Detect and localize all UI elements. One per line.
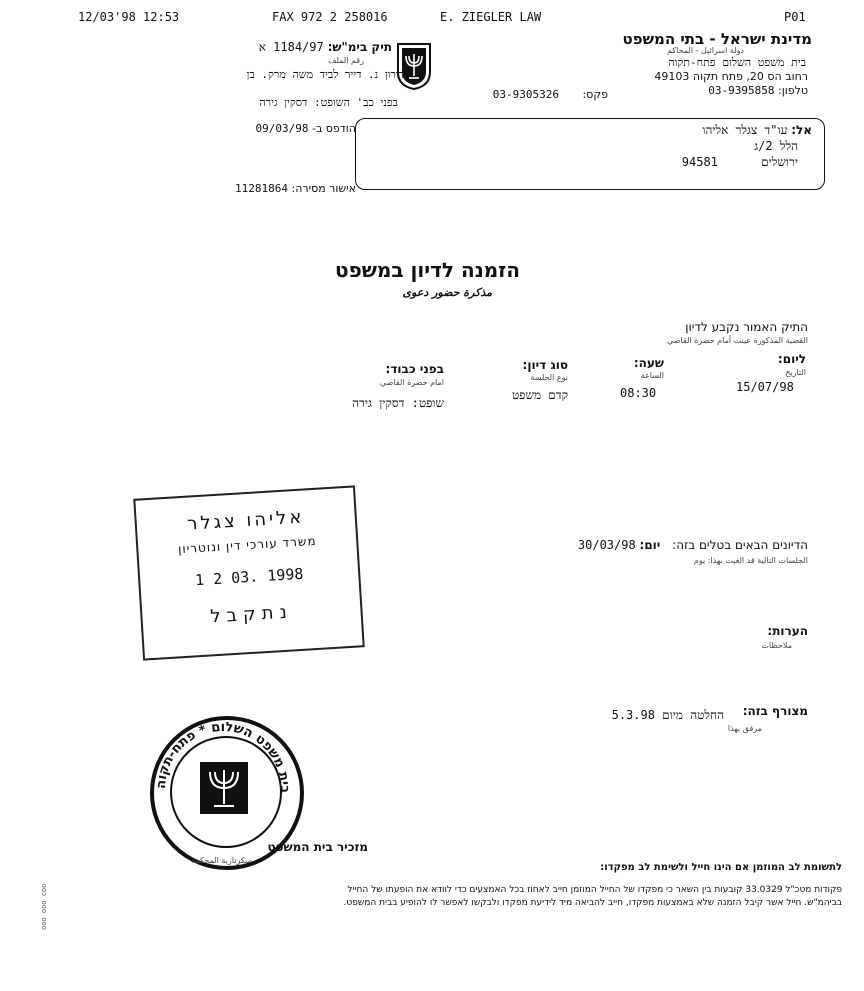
hour-value: 08:30 bbox=[620, 386, 657, 400]
next-hearings-line bbox=[578, 538, 808, 552]
recipient-to-label: אל: bbox=[791, 123, 812, 137]
receipt-line bbox=[235, 182, 356, 195]
next-hearings-note-ar: الجلسات التالية قد الغيت بهذا: يوم bbox=[693, 556, 808, 565]
court-fax-number: 03-9305326 bbox=[492, 88, 559, 101]
secretary-label-ar: سكرتارية المحكمة bbox=[191, 856, 252, 865]
stamp-lawyer-name: אליהו צגלר bbox=[186, 506, 305, 535]
case-label: תיק בימ"ש: bbox=[327, 40, 392, 54]
court-title-ar: دولة اسرائيل - المحاكم bbox=[667, 46, 744, 55]
fax-page: P01 bbox=[784, 10, 806, 24]
court-fax-line bbox=[493, 88, 608, 101]
day-label: ליום: bbox=[777, 352, 806, 366]
case-number: 1184/97 א bbox=[258, 40, 324, 54]
type-label: סוג דיון: bbox=[522, 358, 568, 372]
court-address: רחוב הס 20, פתח תקוה 49103 bbox=[654, 70, 808, 83]
attached-label-ar: مرفق بهذا bbox=[727, 724, 762, 733]
case-label-ar: رقم الملف bbox=[328, 56, 364, 65]
printed-line bbox=[255, 122, 356, 135]
type-label-ar: نوع الجلسة bbox=[530, 373, 568, 382]
printed-date: 09/03/98 bbox=[255, 122, 309, 135]
court-title: מדינת ישראל - בתי המשפט bbox=[622, 30, 812, 48]
receipt-number: 11281864 bbox=[235, 182, 289, 195]
day-label-ar: التاريخ bbox=[785, 368, 806, 377]
phone-label: טלפון: bbox=[778, 84, 808, 97]
stamp-office: משרד עורכי דין ונוטריון bbox=[177, 533, 317, 557]
remarks-label: הערות: bbox=[767, 624, 808, 638]
attached-value: החלטה מיום 5.3.98 bbox=[611, 708, 724, 722]
fax-number: FAX 972 2 258016 bbox=[272, 10, 388, 24]
printed-label: הודפס ב- bbox=[311, 122, 356, 135]
document-subtitle-ar: مذكرة حضور دعوى bbox=[402, 286, 492, 299]
case-number-line bbox=[259, 40, 392, 55]
type-value: קדם משפט bbox=[511, 388, 568, 402]
hearing-intro: התיק האמור נקבע לדיון bbox=[685, 320, 808, 334]
hearing-intro-ar: القضية المذكورة عينت أمام حضرة القاضي bbox=[667, 336, 808, 345]
fax-sender: E. ZIEGLER LAW bbox=[440, 10, 542, 24]
recipient-name: עו"ד צגלר אליהו bbox=[702, 123, 788, 137]
secretary-label: מזכיר בית המשפט bbox=[267, 840, 368, 854]
recipient-city-line bbox=[682, 155, 798, 170]
received-stamp bbox=[133, 485, 364, 660]
attached-label: מצורף בזה: bbox=[742, 704, 808, 718]
recipient-street: הלל 2/ג bbox=[754, 139, 798, 153]
receipt-label: אישור מסירה: bbox=[291, 182, 356, 195]
before-label-ar: امام حضرة القاضي bbox=[379, 378, 444, 387]
stamp-received: נתקבל bbox=[209, 601, 294, 628]
phone-number: 03-9395858 bbox=[708, 84, 775, 97]
hour-label: שעה: bbox=[633, 356, 664, 370]
day-value: 15/07/98 bbox=[736, 380, 794, 394]
recipient-name-line bbox=[702, 123, 812, 138]
hour-label-ar: الساعة bbox=[640, 371, 664, 380]
stamp-date: 1 2 03. 1998 bbox=[194, 564, 304, 590]
fax-header bbox=[0, 10, 864, 26]
before-label: בפני כבוד: bbox=[385, 362, 444, 376]
fax-datetime: 12/03'98 12:53 bbox=[78, 10, 180, 24]
state-emblem-icon bbox=[396, 42, 432, 90]
document-title: הזמנה לדיון במשפט bbox=[335, 258, 520, 282]
court-seal-text: בית משפט השלום * פתח-תקוה bbox=[153, 719, 293, 794]
footer-line-2: בביהמ"ש. חייל אשר קיבל הזמנה שלא באמצעות מפקדו, חייב להביאה מיד לידיעת מפקדו ולבקשו לאפשר לו להופיע בבית המשפט. bbox=[343, 898, 842, 908]
court-name: בית משפט השלום פתח-תקוה bbox=[668, 56, 806, 69]
next-hearings-day-label: יום: bbox=[639, 538, 661, 552]
case-parties: דורון נ. דייר לביד משה מרק. בן bbox=[246, 68, 404, 81]
footer-title: לתשומת לב המוזמן אם הינו חייל ולשימת לב מפקדו: bbox=[600, 862, 842, 873]
recipient-zip: 94581 bbox=[681, 155, 718, 169]
case-judge: בפני כב' השופט: דסקין גירה bbox=[259, 96, 398, 109]
footer-text bbox=[242, 884, 842, 910]
footer-line-1: פקודות מטכ"ל 33.0329 קובעות בין השאר כי מפקדו של החייל המוזמן חייב לאחוז בכל האמצעים כדי לוודא את הופעתו של החייל bbox=[347, 885, 842, 895]
remarks-label-ar: ملاحظات bbox=[761, 641, 792, 650]
next-hearings-date: 30/03/98 bbox=[577, 538, 636, 552]
margin-codes: ooo ooo coo bbox=[40, 883, 48, 930]
next-hearings-label: הדיונים הבאים בטלים בזה: bbox=[672, 538, 808, 552]
recipient-city: ירושלים bbox=[761, 155, 798, 169]
before-value: שופט: דסקין גירה bbox=[352, 396, 444, 410]
fax-label: פקס: bbox=[582, 88, 608, 101]
seal-emblem-icon bbox=[196, 758, 252, 818]
attached-line bbox=[743, 704, 808, 718]
court-phone-line bbox=[708, 84, 808, 97]
